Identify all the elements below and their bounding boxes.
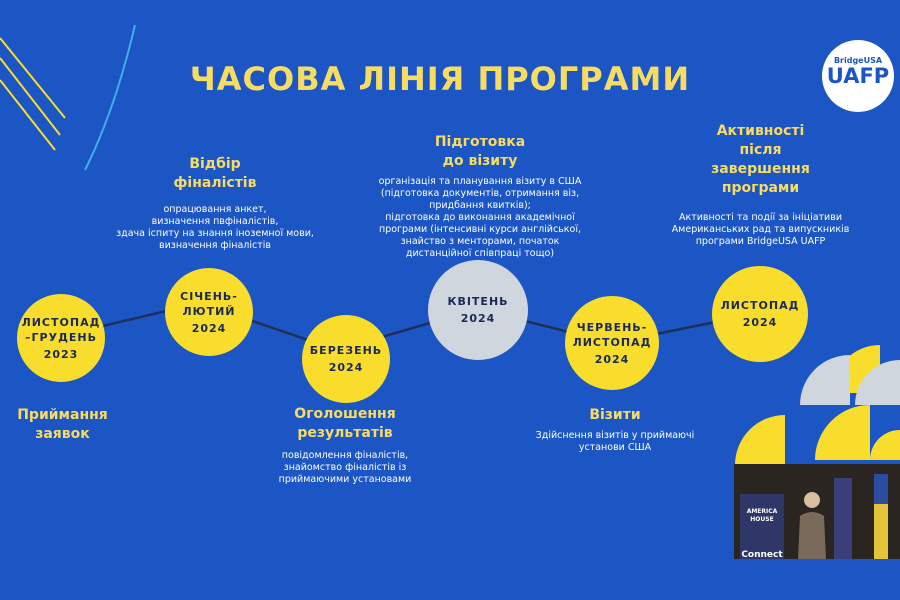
description-line: (підготовка документів, отримання віз,	[380, 188, 580, 199]
description-line: програми (інтенсивні курси англійської,	[378, 224, 582, 235]
description-line: програми BridgeUSA UAFP	[695, 236, 826, 247]
node-label-line: СІЧЕНЬ-	[180, 289, 238, 303]
description-line: дистанційної співпраці тощо)	[405, 248, 555, 259]
heading-line: після	[739, 142, 782, 158]
heading-line: Відбір	[189, 156, 241, 172]
description-line: підготовка до виконання академічної	[385, 212, 575, 223]
heading-line: результатів	[297, 425, 393, 441]
stage-heading-4	[405, 133, 555, 171]
node-label-line: ЧЕРВЕНЬ-	[576, 320, 648, 334]
heading-line: заявок	[35, 426, 90, 442]
heading-line: Візити	[589, 407, 641, 423]
logo-top-text: BridgeUSA	[833, 56, 883, 65]
banner-title-line: AMERICA	[746, 508, 778, 515]
description-line: приймаючими установами	[278, 474, 412, 485]
description-line: придбання квитків);	[429, 200, 531, 211]
node-label-line: ЛИСТОПАД	[572, 335, 652, 349]
banner-connect-text: Connect	[741, 550, 783, 559]
heading-line: Приймання	[17, 407, 108, 423]
stage-heading-5	[540, 406, 690, 425]
heading-line: завершення	[711, 161, 810, 177]
timeline-node-2	[165, 268, 253, 356]
heading-line: програми	[721, 180, 800, 196]
node-label-line: БЕРЕЗЕНЬ	[309, 344, 383, 357]
bridgeusa-uafp-logo	[822, 40, 894, 112]
banner-title-line: HOUSE	[750, 516, 774, 523]
description-line: Здійснення візитів у приймаючі	[535, 430, 695, 441]
node-year: 2024	[460, 312, 496, 325]
stage-description-6	[648, 212, 873, 248]
timeline-node-4	[428, 260, 528, 360]
description-line: опрацювання анкет,	[163, 204, 267, 215]
description-line: установи США	[578, 442, 652, 453]
timeline-node-6	[712, 266, 808, 362]
node-year: 2024	[742, 316, 778, 329]
stage-heading-2	[140, 155, 290, 193]
stage-description-3	[240, 450, 450, 486]
heading-line: Оголошення	[294, 406, 396, 422]
node-label-line: ЛИСТОПАД	[21, 315, 101, 329]
stage-heading-3	[270, 405, 420, 443]
description-line: Активності та події за ініціативи	[678, 212, 843, 223]
description-line: Американських рад та випускників	[671, 224, 850, 235]
stage-heading-1	[0, 406, 125, 444]
timeline-node-5	[565, 296, 659, 390]
description-line: повідомлення фіналістів,	[281, 450, 409, 461]
stage-description-5	[505, 430, 725, 454]
stage-description-2	[70, 204, 360, 252]
description-line: здача іспиту на знання іноземної мови,	[116, 228, 314, 239]
heading-line: Підготовка	[434, 134, 526, 150]
node-label-line: ЛЮТИЙ	[182, 304, 236, 318]
timeline-node-3	[302, 315, 390, 403]
node-year: 2024	[594, 352, 630, 366]
timeline-node-1	[17, 294, 105, 382]
description-line: визначення фіналістів	[159, 240, 271, 251]
node-year: 2024	[191, 321, 227, 335]
heading-line: фіналістів	[173, 175, 257, 191]
page-title: ЧАСОВА ЛІНІЯ ПРОГРАМИ	[189, 60, 691, 98]
stage-heading-6	[683, 122, 838, 198]
description-line: знайство з менторами, початок	[400, 236, 560, 247]
heading-line: до візиту	[442, 153, 518, 169]
presenter-video	[734, 464, 900, 559]
presenter-silhouette	[734, 464, 900, 559]
description-line: знайомство фіналістів із	[283, 462, 407, 473]
stage-description-4	[345, 176, 615, 260]
node-year: 2024	[328, 361, 364, 374]
description-line: визначення пвфіналістів,	[151, 216, 279, 227]
decorative-shapes	[735, 345, 900, 465]
node-year: 2023	[43, 347, 79, 361]
heading-line: Активності	[716, 123, 805, 139]
node-label-line: КВІТЕНЬ	[447, 295, 509, 308]
description-line: організація та планування візиту в США	[378, 176, 582, 187]
logo-main-text: UAFP	[826, 64, 890, 88]
node-label-line: –ГРУДЕНЬ	[25, 330, 97, 344]
node-label-line: ЛИСТОПАД	[720, 299, 800, 312]
